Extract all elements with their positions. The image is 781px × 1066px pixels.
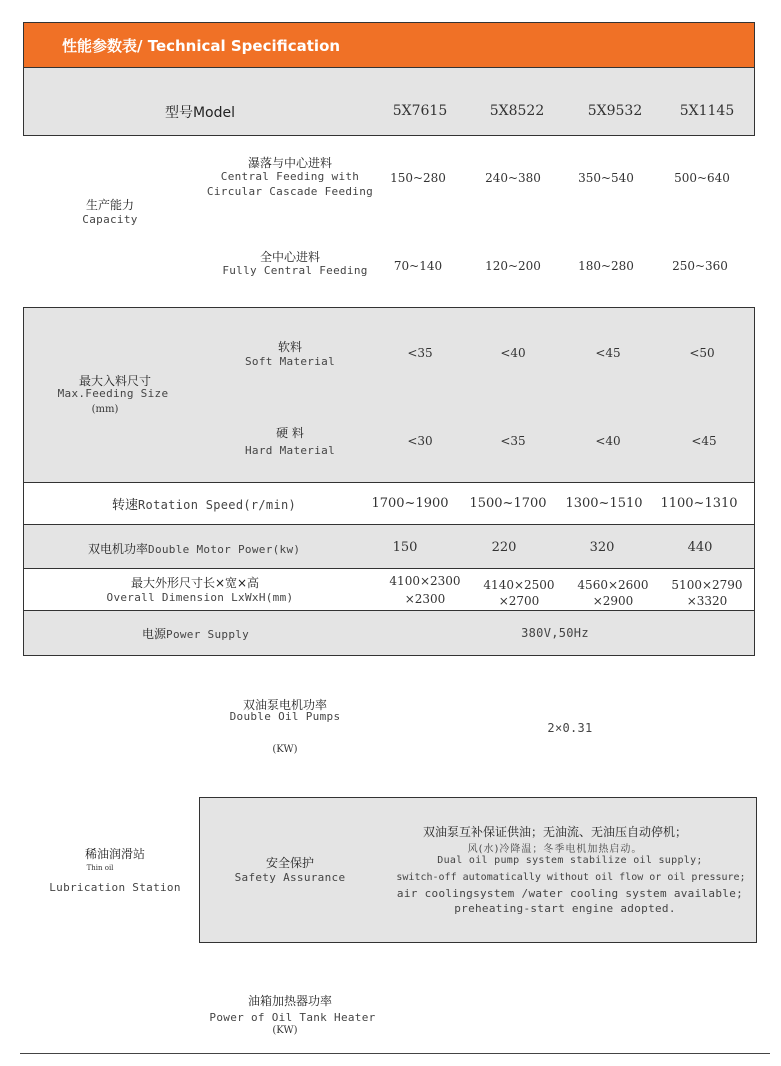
power-supply-value: 380V,50Hz (521, 626, 589, 640)
capacity-sub2-label: 全中心进料 (259, 250, 320, 264)
motor-label-en: Double Motor Power(kw) (148, 543, 301, 556)
safety-label-en: Safety Assurance (234, 871, 346, 884)
capacity-sub1-value: 240~380 (485, 171, 541, 185)
dimension-value: 4100×2300 (389, 574, 461, 588)
soft-value: <35 (407, 346, 433, 360)
dimension-value: 5100×2790 (671, 578, 743, 592)
rotation-value: 1700~1900 (371, 496, 449, 511)
heater-label: 油箱加热器功率 (247, 994, 332, 1008)
dimension-value: 4140×2500 (483, 578, 555, 592)
hard-material-label-en: Hard Material (245, 444, 335, 457)
power-supply-label (142, 625, 249, 642)
rotation-label (112, 494, 296, 513)
feeding-size-label: 最大入料尺寸 (78, 374, 151, 388)
capacity-sub2-en: Fully Central Feeding (222, 264, 368, 277)
hard-value: <35 (500, 434, 526, 448)
rotation-value: 1300~1510 (565, 496, 643, 511)
hard-value: <30 (407, 434, 433, 448)
capacity-sub1-en1: Central Feeding with (220, 170, 360, 183)
dimension-value: 4560×2600 (577, 578, 649, 592)
safety-line: air coolingsystem /water cooling system available; (396, 887, 744, 900)
safety-line: Dual oil pump system stabilize oil supply; (437, 855, 703, 866)
capacity-label-en: Capacity (82, 213, 138, 226)
lubrication-label: 稀油润滑站 (84, 847, 145, 861)
capacity-sub1-value: 350~540 (578, 171, 634, 185)
motor-value: 150 (392, 540, 418, 555)
dimension-value: ×3320 (686, 594, 728, 608)
capacity-sub2-value: 70~140 (393, 259, 443, 273)
hard-material-label: 硬 料 (276, 426, 304, 440)
dimension-value: ×2300 (404, 592, 446, 606)
feeding-size-label-en: Max.Feeding Size (57, 387, 169, 400)
rotation-label-en: Rotation Speed(r/min) (138, 498, 297, 512)
capacity-sub2-value: 120~200 (485, 259, 541, 273)
oil-pump-unit: (KW) (272, 744, 298, 755)
oil-pump-label: 双油泵电机功率 (242, 698, 327, 712)
soft-value: <40 (500, 346, 526, 360)
capacity-sub2-value: 180~280 (578, 259, 634, 273)
safety-line: switch-off automatically without oil flow or oil pressure; (396, 872, 746, 883)
model-4: 5X1145 (679, 103, 735, 119)
motor-value: 320 (589, 540, 615, 555)
capacity-label: 生产能力 (85, 198, 134, 212)
rotation-value: 1500~1700 (469, 496, 547, 511)
model-2: 5X8522 (489, 103, 545, 119)
rotation-value: 1100~1310 (660, 496, 738, 511)
motor-value: 220 (491, 540, 517, 555)
capacity-sub1-en2: Circular Cascade Feeding (206, 185, 374, 198)
dimension-value: ×2900 (592, 594, 634, 608)
bottom-divider (20, 1053, 770, 1054)
model-label: 型号Model (164, 105, 236, 121)
safety-line: 风(水)冷降温；冬季电机加热启动。 (467, 844, 643, 855)
capacity-sub1-label: 瀑落与中心进料 (247, 156, 332, 170)
page-title: 性能参数表/ Technical Specification (62, 37, 341, 55)
dimension-value: ×2700 (498, 594, 540, 608)
heater-unit: (KW) (272, 1025, 298, 1036)
motor-label-zh: 双电机功率 (88, 542, 149, 556)
safety-line: preheating-start engine adopted. (454, 902, 676, 915)
capacity-sub1-value: 150~280 (390, 171, 446, 185)
motor-label (88, 540, 300, 557)
hard-value: <40 (595, 434, 621, 448)
heater-label-en: Power of Oil Tank Heater (209, 1011, 376, 1024)
dimension-label: 最大外形尺寸长×宽×高 (130, 576, 260, 590)
dimension-label-en: Overall Dimension LxWxH(mm) (106, 591, 294, 604)
oil-pump-label-en: Double Oil Pumps (229, 710, 341, 723)
safety-label: 安全保护 (265, 856, 314, 870)
lubrication-label-en: Lubrication Station (49, 881, 181, 894)
oil-pump-value: 2×0.31 (547, 721, 593, 735)
hard-value: <45 (691, 434, 717, 448)
model-3: 5X9532 (587, 103, 643, 119)
safety-line: 双油泵互补保证供油；无油流、无油压自动停机； (422, 825, 687, 839)
soft-material-label-en: Soft Material (245, 355, 335, 368)
lubrication-label-small: Thin oil (86, 864, 114, 872)
motor-value: 440 (687, 540, 713, 555)
model-1: 5X7615 (392, 103, 448, 119)
rotation-label-zh: 转速 (112, 498, 139, 513)
power-supply-label-en: Power Supply (166, 628, 250, 641)
soft-value: <45 (595, 346, 621, 360)
power-supply-row (23, 610, 755, 656)
model-row (23, 67, 755, 136)
power-supply-label-zh: 电源 (142, 627, 167, 641)
capacity-sub1-value: 500~640 (674, 171, 730, 185)
feeding-size-unit: (mm) (91, 404, 119, 415)
capacity-sub2-value: 250~360 (672, 259, 728, 273)
soft-material-label: 软料 (277, 340, 302, 354)
header-banner (23, 22, 755, 68)
soft-value: <50 (689, 346, 715, 360)
